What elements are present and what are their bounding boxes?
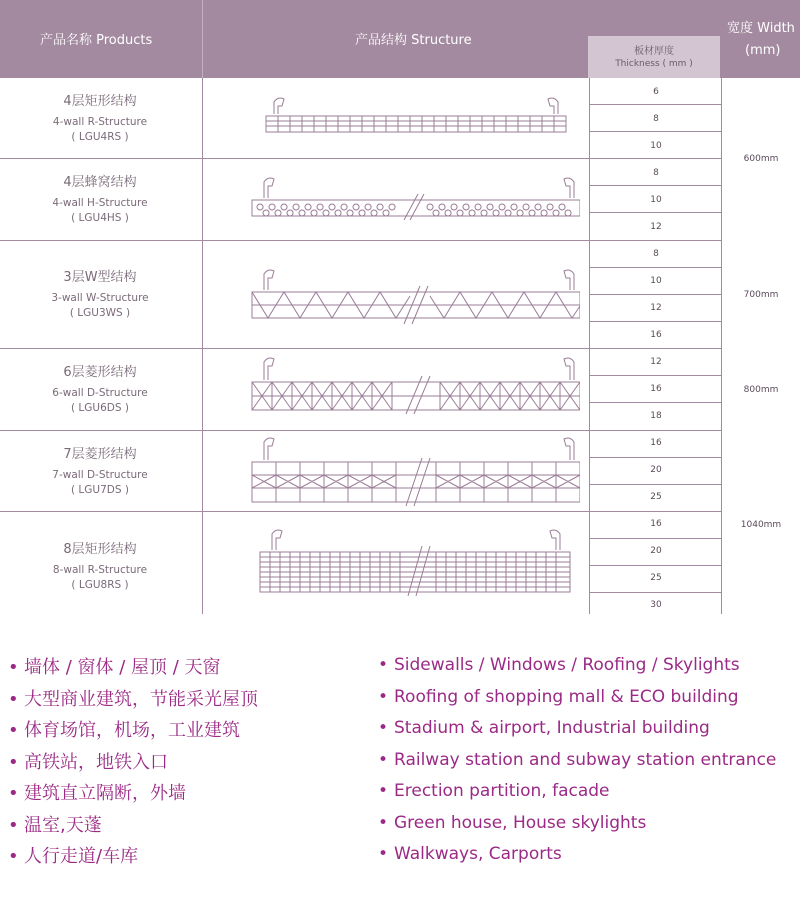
- product-code: ( LGU8RS ): [71, 579, 129, 591]
- thickness-value: 10: [650, 195, 662, 205]
- structure-diagram-4-wall-honeycomb: [240, 172, 580, 224]
- list-item: • 墙体 / 窗体 / 屋顶 / 天窗: [8, 657, 221, 678]
- width-value: 800mm: [743, 385, 779, 395]
- structure-diagram-4-wall-rectangular: [240, 94, 580, 138]
- product-code: ( LGU4HS ): [71, 212, 129, 224]
- list-item: • 建筑直立隔断，外墙: [8, 783, 186, 804]
- thickness-header-cn: 板材厚度: [634, 46, 674, 57]
- row-divider: [0, 348, 589, 349]
- width-unit-header: (mm): [745, 43, 781, 58]
- product-name-cn: 6层菱形结构: [63, 365, 137, 380]
- thickness-value: 10: [650, 276, 662, 286]
- list-item: • Roofing of shopping mall & ECO building: [378, 686, 739, 707]
- header-divider: [202, 0, 203, 78]
- list-item: • Walkways, Carports: [378, 844, 562, 864]
- products-column-header: 产品名称 Products: [40, 33, 153, 48]
- product-name-cn: 8层矩形结构: [63, 542, 137, 557]
- list-item: • 温室,天蓬: [8, 814, 102, 836]
- structure-diagram-8-wall-rectangular: [240, 528, 580, 598]
- thickness-header-en: Thickness ( mm ): [615, 59, 693, 69]
- width-column-header: 宽度 Width: [727, 21, 795, 36]
- row-divider: [0, 240, 589, 241]
- thickness-value: 18: [650, 411, 662, 421]
- thickness-value: 20: [650, 465, 662, 475]
- product-name-en: 4-wall H-Structure: [52, 197, 148, 209]
- thickness-value: 8: [653, 114, 659, 124]
- row-divider: [0, 511, 589, 512]
- thickness-value: 12: [650, 357, 662, 367]
- list-item: • Erection partition, facade: [378, 781, 610, 801]
- thickness-column-header: [588, 36, 720, 78]
- product-name-en: 4-wall R-Structure: [52, 116, 148, 128]
- structure-diagram-7-wall-diamond: [240, 436, 580, 508]
- applications-en-list: [378, 650, 776, 871]
- list-item: • 高铁站，地铁入口: [8, 751, 168, 773]
- structure-column-header: 产品结构 Structure: [355, 33, 472, 48]
- list-item: • 体育场馆，机场，工业建筑: [8, 720, 240, 741]
- list-item: • Green house, House skylights: [378, 812, 647, 833]
- width-value: 700mm: [743, 290, 779, 300]
- product-name-en: 6-wall D-Structure: [52, 387, 148, 399]
- product-name-cn: 3层W型结构: [63, 270, 137, 285]
- list-item: • 大型商业建筑，节能采光屋顶: [8, 688, 258, 710]
- thickness-value: 10: [650, 141, 662, 151]
- row-divider: [0, 430, 589, 431]
- applications-cn-list: [8, 652, 258, 873]
- thickness-value: 8: [653, 249, 659, 259]
- product-code: ( LGU3WS ): [69, 307, 131, 319]
- thickness-value: 25: [650, 492, 662, 502]
- thickness-value: 20: [650, 546, 662, 556]
- width-value: 600mm: [743, 154, 779, 164]
- thickness-value: 16: [650, 330, 662, 340]
- thickness-value: 16: [650, 519, 662, 529]
- product-code: ( LGU7DS ): [71, 484, 129, 496]
- product-name-cn: 7层菱形结构: [63, 447, 137, 462]
- thickness-value: 16: [650, 384, 662, 394]
- product-name-cn: 4层蜂窝结构: [63, 175, 137, 190]
- product-name-7d: [0, 443, 200, 498]
- product-name-en: 7-wall D-Structure: [52, 469, 148, 481]
- product-name-8r: [0, 538, 200, 593]
- thickness-value: 16: [650, 438, 662, 448]
- list-item: • Sidewalls / Windows / Roofing / Skylights: [378, 655, 740, 675]
- product-name-en: 8-wall R-Structure: [52, 564, 148, 576]
- product-name-en: 3-wall W-Structure: [51, 292, 149, 304]
- structure-diagram-6-wall-diamond: [240, 354, 580, 416]
- structure-diagram-3-wall-w: [240, 266, 580, 326]
- product-name-4h: [0, 171, 200, 226]
- thickness-value: 25: [650, 573, 662, 583]
- product-code: ( LGU6DS ): [71, 402, 129, 414]
- thickness-value: 30: [650, 600, 662, 610]
- product-name-3w: [0, 266, 200, 321]
- list-item: • Stadium & airport, Industrial building: [378, 718, 710, 738]
- thickness-value: 12: [650, 222, 662, 232]
- row-divider: [0, 158, 589, 159]
- thickness-value: 12: [650, 303, 662, 313]
- product-name-4r: [0, 90, 200, 145]
- list-item: • Railway station and subway station entrance: [378, 749, 777, 770]
- list-item: • 人行走道/车库: [8, 846, 139, 867]
- thickness-value: 6: [653, 87, 659, 97]
- product-code: ( LGU4RS ): [71, 131, 129, 143]
- product-name-6d: [0, 361, 200, 416]
- thickness-value: 8: [653, 168, 659, 178]
- width-value: 1040mm: [740, 520, 782, 530]
- product-name-cn: 4层矩形结构: [63, 94, 137, 109]
